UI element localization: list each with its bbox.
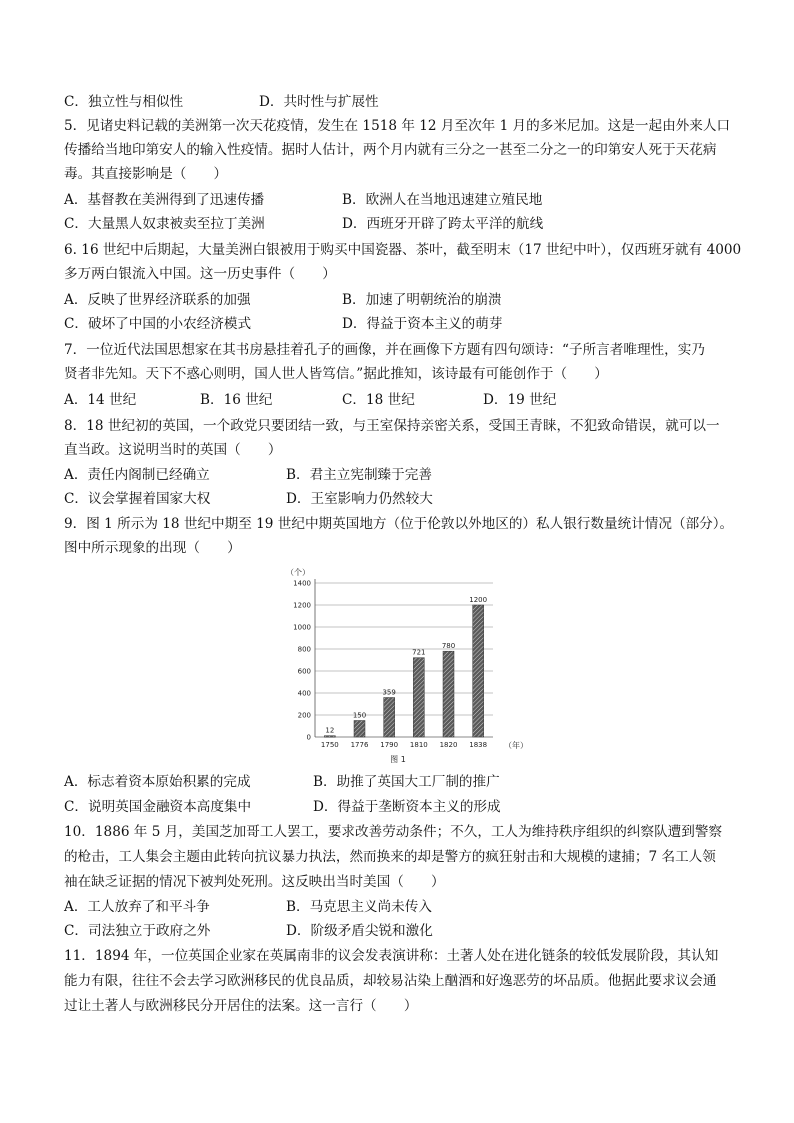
bar-1776 bbox=[354, 721, 365, 738]
bar-1838 bbox=[473, 605, 484, 737]
data-label-1810: 721 bbox=[412, 648, 426, 657]
q11-stem-line-3: 过让土著人与欧洲移民分开居住的法案。这一言行（ ） bbox=[64, 998, 418, 1014]
q11-stem-line-1: 11．1894 年，一位英国企业家在英属南非的议会发表演讲称：土著人处在进化链条的较低发展阶段，其认知 bbox=[64, 948, 719, 964]
q11-stem-line-2: 能力有限，往往不会去学习欧洲移民的优良品质，却较易沾染上酗酒和好逸恶劳的坏品质。他据此要求议会通 bbox=[64, 973, 717, 989]
bar-1790 bbox=[384, 698, 395, 737]
y-tick-label-200: 200 bbox=[297, 711, 311, 720]
y-tick-label-400: 400 bbox=[297, 689, 311, 698]
y-tick-label-1200: 1200 bbox=[293, 601, 311, 610]
q6-option-b: B．加速了明朝统治的崩溃 bbox=[342, 292, 502, 308]
q5-option-a: A．基督教在美洲得到了迅速传播 bbox=[64, 192, 265, 208]
q6-stem-line-2: 多万两白银流入中国。这一历史事件（ ） bbox=[64, 266, 336, 282]
q8-option-a: A．责任内阁制已经确立 bbox=[64, 467, 210, 483]
data-label-1838: 1200 bbox=[469, 596, 488, 604]
x-tick-label-1750: 1750 bbox=[320, 741, 339, 749]
q7-option-d: D．19 世纪 bbox=[483, 392, 557, 408]
y-tick-label-1000: 1000 bbox=[293, 623, 311, 632]
q4-option-c: C．独立性与相似性 bbox=[64, 94, 184, 110]
q7-option-c: C．18 世纪 bbox=[342, 392, 415, 408]
q10-stem-line-3: 袖在缺乏证据的情况下被判处死刑。这反映出当时美国（ ） bbox=[64, 874, 445, 890]
q7-option-b: B．16 世纪 bbox=[200, 392, 273, 408]
q6-option-c: C．破坏了中国的小农经济模式 bbox=[64, 316, 252, 332]
q5-option-b: B．欧洲人在当地迅速建立殖民地 bbox=[342, 192, 543, 208]
q9-option-b: B．助推了英国大工厂制的推广 bbox=[313, 774, 500, 790]
x-tick-label-1790: 1790 bbox=[380, 741, 399, 749]
data-label-1750: 12 bbox=[325, 726, 335, 735]
q9-stem-line-1: 9．图 1 所示为 18 世纪中期至 19 世纪中期英国地方（位于伦敦以外地区的）私人银行数量统计情况（部分）。 bbox=[64, 516, 734, 532]
q10-option-d: D．阶级矛盾尖锐和激化 bbox=[286, 923, 433, 939]
q10-option-b: B．马克思主义尚未传入 bbox=[286, 899, 432, 915]
q8-stem-line-1: 8．18 世纪初的英国，一个政党只要团结一致，与王室保持亲密关系，受国王青睐，不犯致命错误，就可以一 bbox=[64, 418, 720, 434]
data-label-1776: 150 bbox=[352, 711, 367, 720]
data-label-1820: 780 bbox=[441, 642, 456, 651]
x-tick-label-1810: 1810 bbox=[409, 741, 428, 749]
bar-1820 bbox=[443, 651, 454, 737]
chart-caption: 图 1 bbox=[390, 755, 406, 764]
q10-option-a: A．工人放弃了和平斗争 bbox=[64, 899, 210, 915]
q5-option-c: C．大量黑人奴隶被卖至拉丁美洲 bbox=[64, 216, 265, 232]
q4-option-d: D．共时性与扩展性 bbox=[259, 94, 379, 110]
x-tick-label-1776: 1776 bbox=[350, 741, 369, 749]
x-tick-label-1838: 1838 bbox=[469, 741, 488, 749]
chart-bars bbox=[321, 596, 487, 749]
bar-1750 bbox=[324, 736, 335, 738]
q6-option-a: A．反映了世界经济联系的加强 bbox=[64, 292, 251, 308]
y-tick-label-0: 0 bbox=[306, 733, 311, 742]
q8-option-c: C．议会掌握着国家大权 bbox=[64, 491, 211, 507]
y-axis-unit-label: （个） bbox=[286, 568, 310, 577]
q5-option-d: D．西班牙开辟了跨太平洋的航线 bbox=[342, 216, 544, 232]
q6-option-d: D．得益于资本主义的萌芽 bbox=[342, 316, 503, 332]
q10-option-c: C．司法独立于政府之外 bbox=[64, 923, 211, 939]
q9-option-c: C．说明英国金融资本高度集中 bbox=[64, 799, 252, 815]
y-tick-label-1400: 1400 bbox=[293, 579, 311, 588]
bank-count-bar-chart bbox=[280, 565, 528, 765]
q7-stem-line-2: 贤者非先知。天下不惑心则明，国人世人皆笃信。”据此推知，该诗最有可能创作于（ ） bbox=[64, 366, 608, 382]
q7-stem-line-1: 7．一位近代法国思想家在其书房悬挂着孔子的画像，并在画像下方题有四句颂诗：“子所言者唯理性，实乃 bbox=[64, 342, 705, 358]
y-tick-label-600: 600 bbox=[297, 667, 311, 676]
q7-option-a: A．14 世纪 bbox=[64, 392, 137, 408]
q9-option-a: A．标志着资本原始积累的完成 bbox=[64, 774, 251, 790]
y-tick-label-800: 800 bbox=[297, 645, 311, 654]
q8-option-d: D．王室影响力仍然较大 bbox=[286, 491, 433, 507]
q9-option-d: D．得益于垄断资本主义的形成 bbox=[313, 799, 501, 815]
x-axis-unit-label: （年） bbox=[504, 741, 528, 750]
bar-1810 bbox=[413, 658, 424, 737]
q9-stem-line-2: 图中所示现象的出现（ ） bbox=[64, 540, 241, 556]
q8-option-b: B．君主立宪制臻于完善 bbox=[286, 467, 432, 483]
q5-stem-line-2: 传播给当地印第安人的输入性疫情。据时人估计，两个月内就有三分之一甚至二分之一的印第安人死于天花病 bbox=[64, 142, 717, 158]
q6-stem-line-1: 6. 16 世纪中后期起，大量美洲白银被用于购买中国瓷器、茶叶，截至明末（17 世纪中叶），仅西班牙就有 4000 bbox=[64, 242, 742, 258]
data-label-1790: 359 bbox=[382, 688, 396, 697]
q10-stem-line-1: 10．1886 年 5 月，美国芝加哥工人罢工，要求改善劳动条件；不久，工人为维持秩序组织的纠察队遭到警察 bbox=[64, 824, 723, 840]
q8-stem-line-2: 直当政。这说明当时的英国（ ） bbox=[64, 442, 282, 458]
q5-stem-line-1: 5．见诸史料记载的美洲第一次天花疫情，发生在 1518 年 12 月至次年 1 月的多米尼加。这是一起由外来人口 bbox=[64, 118, 731, 134]
q5-stem-line-3: 毒。其直接影响是（ ） bbox=[64, 166, 228, 182]
q10-stem-line-2: 的枪击，工人集会主题由此转向抗议暴力执法，然而换来的却是警方的疯狂射击和大规模的逮捕；7 名工人领 bbox=[64, 849, 716, 865]
x-tick-label-1820: 1820 bbox=[439, 741, 458, 749]
